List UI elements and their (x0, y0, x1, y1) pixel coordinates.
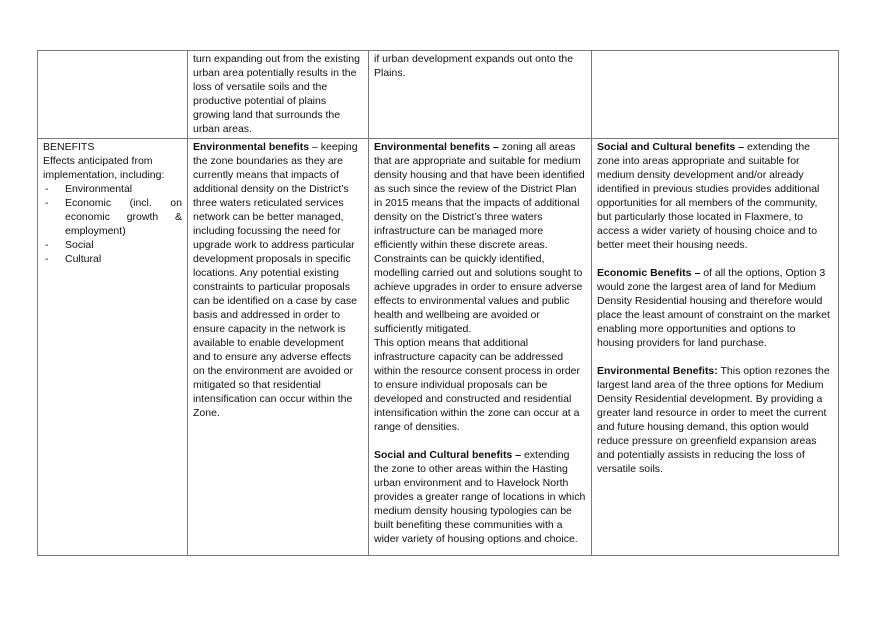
option2-environmental-lead: Environmental benefits – (374, 141, 499, 153)
top-row-option2-cell (369, 51, 592, 139)
option2-environmental-text: zoning all areas that are appropriate and suitable for medium density housing and that have been identified as such since the review of the District Plan in 2015 means that the impacts of additional density on the District’s three waters infrastructure can be managed more efficiently within these discrete areas. Constraints can be quickly identified, modelling carried out and solutions sought to achieve upgrades in order to ensure adverse effects to environmental values and public health and wellbeing are avoided or sufficiently mitigated. (374, 141, 585, 335)
effect-cultural: Cultural (65, 253, 102, 265)
option2-social-paragraph (374, 448, 586, 546)
option2-environmental-paragraph (374, 140, 586, 336)
list-dash: - (45, 183, 49, 195)
option1-environmental-text: – keeping the zone boundaries as they are currently means that impacts of additional density on the District’s three waters reticulated services network can be better managed, including focussing the need for upgrade work to address particular development proposals in specific locations. Any potential existing constraints to particular proposals can be identified on a case by case basis and addressed in order to ensure capacity in the network is available to enable development and to ensure any adverse effects on the environment are avoided or mitigated so that residential intensification can occur within the Zone. (193, 141, 358, 419)
benefits-label-cell (38, 139, 188, 556)
options-assessment-table (37, 50, 839, 556)
option1-environmental-lead: Environmental benefits (193, 141, 310, 153)
option3-environmental-text: This option rezones the largest land area of the three options for Medium Density Residential development. By providing a greater land resource in order to meet the current and future housing demand, this option would reduce pressure on greenfield expansion areas and potentially assists in reducing the loss of versatile soils. (597, 365, 830, 475)
option3-social-text: extending the zone into areas appropriate and suitable for medium density development and/or already identified in previous studies provides additional opportunities for all members of the community, but particularly those located in Flaxmere, to access a wider variety of housing choice and to better meet their housing needs. (597, 141, 820, 251)
list-item (43, 196, 182, 238)
list-dash: - (45, 239, 49, 251)
list-item (43, 182, 182, 196)
option3-social-lead: Social and Cultural benefits – (597, 141, 745, 153)
benefits-option2-cell (369, 139, 592, 556)
benefits-heading: BENEFITS (43, 141, 95, 153)
option2-infrastructure-paragraph: This option means that additional infrastructure capacity can be addressed within the resource consent process in order to ensure individual proposals can be developed and constructed and residential intensification within the zone can occur at a range of densities. (374, 337, 581, 433)
effect-social: Social (65, 239, 94, 251)
option2-social-lead: Social and Cultural benefits – (374, 449, 522, 461)
table-row (38, 51, 839, 139)
effects-intro: Effects anticipated from implementation, including: (43, 155, 165, 181)
top-row-option1-text: turn expanding out from the existing urban area potentially results in the loss of versatile soils and the productive potential of plains growing land that surrounds the urban areas. (193, 53, 360, 135)
list-item (43, 252, 182, 266)
option3-economic-text: of all the options, Option 3 would zone the largest area of land for Medium Density Residential housing and therefore would place the least amount of constraint on the market enabling more opportunities and options to housing providers for land purchase. (597, 267, 830, 349)
top-row-label-cell (38, 51, 188, 139)
effects-list (43, 182, 182, 266)
table-row (38, 139, 839, 556)
option3-environmental-paragraph (597, 364, 833, 476)
option3-economic-lead: Economic Benefits – (597, 267, 701, 279)
top-row-option2-text: if urban development expands out onto the Plains. (374, 53, 574, 79)
option1-environmental-paragraph (193, 140, 363, 420)
benefits-option1-cell (188, 139, 369, 556)
benefits-option3-cell (592, 139, 839, 556)
list-dash: - (45, 253, 49, 265)
top-row-option3-cell (592, 51, 839, 139)
list-item (43, 238, 182, 252)
list-dash: - (45, 197, 49, 209)
effect-environmental: Environmental (65, 183, 133, 195)
option3-economic-paragraph (597, 266, 833, 350)
option2-social-text: extending the zone to other areas within the Hasting urban environment and to Havelock North provides a greater range of locations in which medium density housing typologies can be built benefiting these communities with a wider variety of housing options and choice. (374, 449, 586, 545)
option3-social-paragraph (597, 140, 833, 252)
effect-economic: Economic (incl. on economic growth & employment) (65, 197, 182, 237)
option3-environmental-lead: Environmental Benefits: (597, 365, 718, 377)
top-row-option1-cell (188, 51, 369, 139)
